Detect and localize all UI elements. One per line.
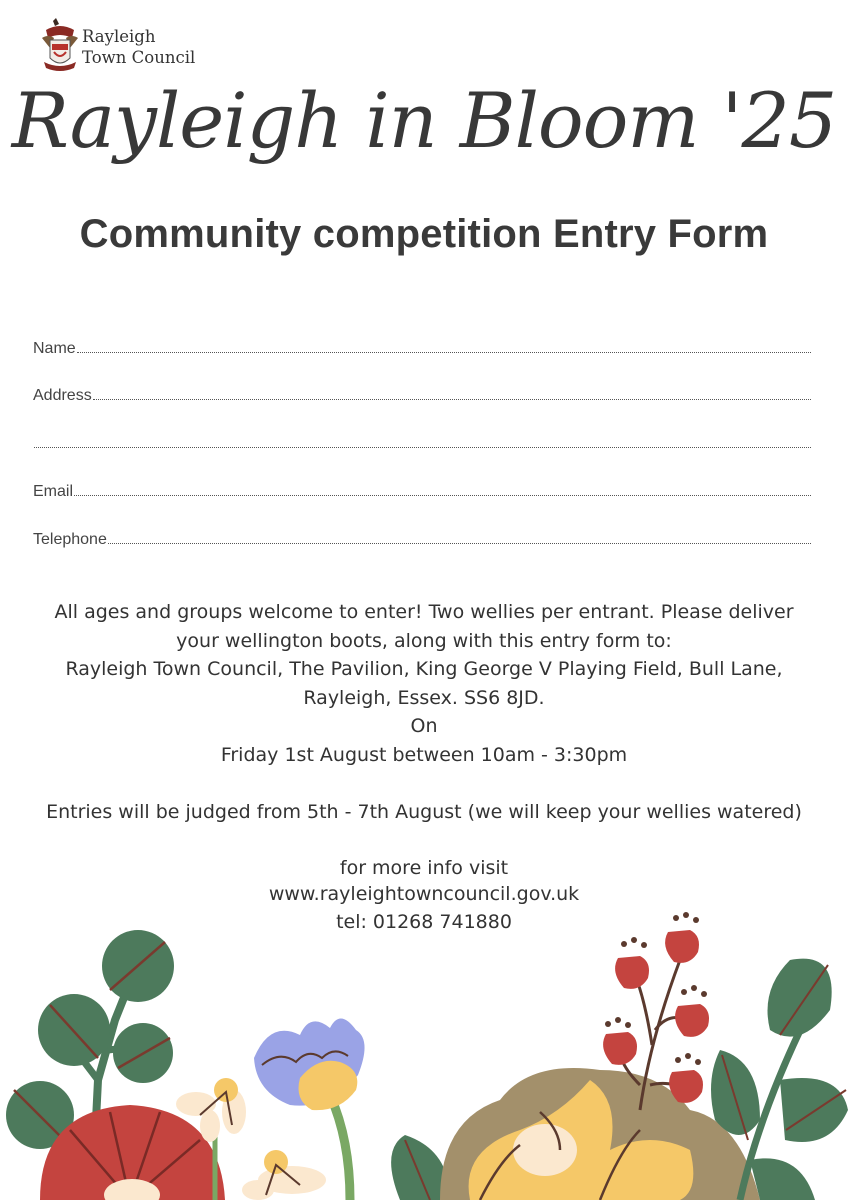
council-name-line1: Rayleigh: [82, 27, 156, 46]
entry-instructions: [24, 598, 824, 936]
info-line4: Rayleigh, Essex. SS6 8JD.: [303, 686, 545, 709]
more-info-text: for more info visit: [339, 856, 509, 879]
daisy-icon: [242, 1150, 326, 1200]
address-field[interactable]: [33, 381, 811, 405]
judging-text: Entries will be judged from 5th - 7th August (we will keep your wellies watered): [46, 801, 802, 823]
info-line2: your wellington boots, along with this entry form to:: [176, 629, 672, 652]
address-line2-dotted-line: [34, 446, 811, 448]
telephone-field[interactable]: [33, 525, 811, 549]
info-line5: On: [410, 715, 438, 737]
council-logo: [38, 16, 195, 78]
email-label: Email: [33, 483, 74, 500]
name-dotted-line: [77, 351, 811, 353]
telephone-number: tel: 01268 741880: [336, 910, 512, 933]
telephone-label: Telephone: [33, 531, 107, 548]
address-dotted-line: [93, 398, 811, 400]
page-title: Rayleigh in Bloom '25: [11, 76, 837, 165]
email-dotted-line: [74, 494, 811, 496]
name-field[interactable]: [33, 334, 811, 358]
info-line1: All ages and groups welcome to enter! Two wellies per entrant. Please deliver: [54, 601, 794, 623]
email-field[interactable]: [33, 477, 811, 501]
council-name-line2: Town Council: [82, 48, 196, 67]
info-line6: Friday 1st August between 10am - 3:30pm: [220, 743, 628, 766]
address-line2-field[interactable]: [33, 429, 811, 453]
name-label: Name: [33, 340, 76, 357]
website-link[interactable]: www.rayleightowncouncil.gov.uk: [268, 882, 580, 905]
page-subtitle: Community competition Entry Form: [79, 212, 769, 256]
info-line3: Rayleigh Town Council, The Pavilion, King George V Playing Field, Bull Lane,: [65, 658, 783, 680]
floral-decoration: [0, 900, 848, 1200]
council-crest-icon: [38, 16, 82, 78]
telephone-dotted-line: [108, 542, 811, 544]
address-label: Address: [33, 387, 92, 404]
